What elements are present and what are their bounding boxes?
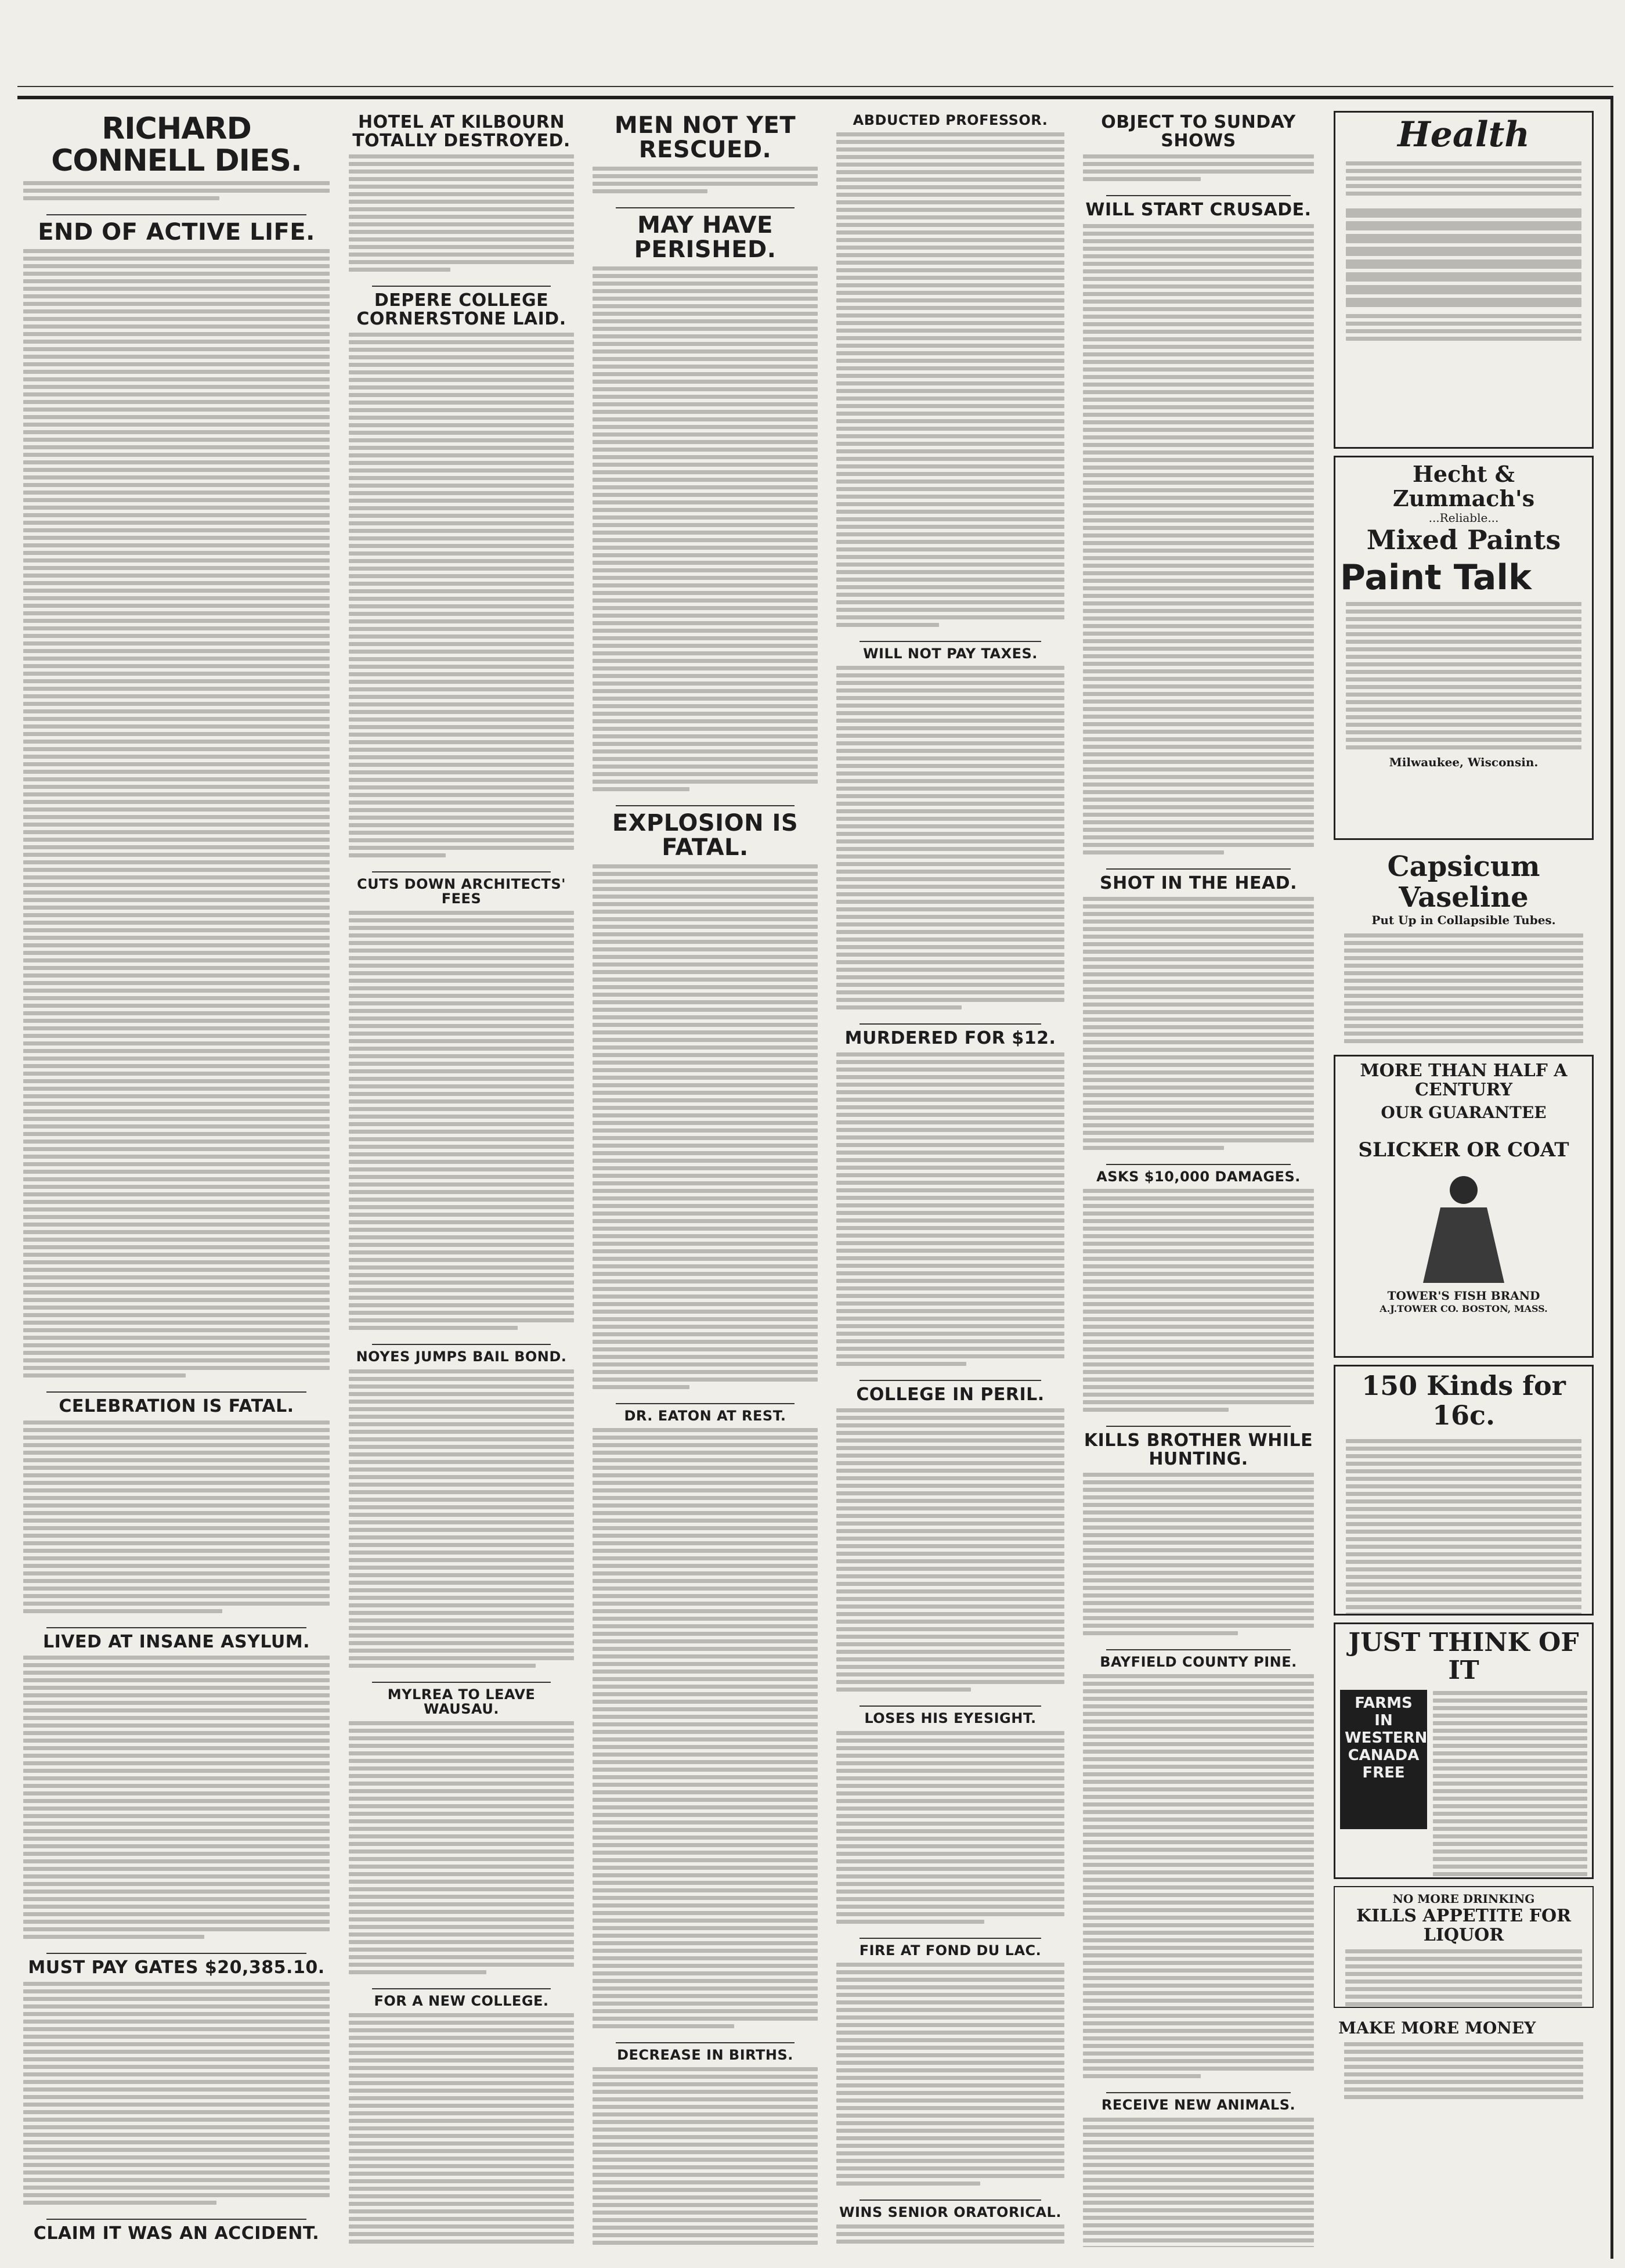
column-3 [589, 111, 821, 2247]
headline: DR. EATON AT REST. [624, 1408, 786, 1424]
article [836, 2200, 1064, 2247]
headline: DECREASE IN BIRTHS. [617, 2047, 793, 2064]
column-2 [345, 111, 577, 2247]
article [23, 1953, 330, 2211]
column-divider [616, 1403, 795, 1404]
column-divider [372, 1682, 551, 1683]
article-body [23, 1654, 330, 1945]
article [1083, 195, 1314, 860]
article [1083, 113, 1314, 187]
article [836, 641, 1064, 1015]
article-body [1083, 2116, 1314, 2247]
article [1083, 2092, 1314, 2247]
article [23, 2219, 330, 2247]
column-divider [860, 1705, 1041, 1707]
column-divider [372, 286, 551, 287]
article-body [836, 2223, 1064, 2247]
headline: ASKS $10,000 DAMAGES. [1096, 1169, 1301, 1185]
headline: NOYES JUMPS BAIL BOND. [356, 1348, 567, 1365]
headline: EXPLOSION IS FATAL. [612, 810, 799, 861]
column-divider [860, 1023, 1041, 1025]
ad-liquor-line1: NO MORE DRINKING [1392, 1892, 1535, 1906]
article-body [593, 165, 818, 199]
column-divider [1106, 1164, 1291, 1165]
masthead-rule [17, 86, 1613, 87]
column-divider [46, 1953, 306, 1954]
ad-canada-headline: JUST THINK OF IT [1348, 1628, 1579, 1686]
column-divider [1106, 195, 1291, 196]
column-divider [616, 207, 795, 208]
article [836, 1380, 1064, 1698]
article-body [593, 1427, 818, 2034]
ad-salzer-seeds [1334, 1365, 1594, 1616]
headline: WILL NOT PAY TAXES. [863, 646, 1038, 662]
article-body [23, 2246, 330, 2247]
headline: LIVED AT INSANE ASYLUM. [43, 1631, 310, 1652]
article-body [1083, 1673, 1314, 2084]
article [1083, 868, 1314, 1156]
article-body [593, 265, 818, 797]
headline: CLAIM IT WAS AN ACCIDENT. [33, 2223, 320, 2244]
ad-paints-city: Milwaukee, Wisconsin. [1389, 755, 1539, 770]
column-5 [1079, 111, 1317, 2247]
article [349, 1988, 574, 2247]
column-divider [860, 641, 1041, 642]
column-4 [833, 111, 1068, 2247]
column-divider [860, 2200, 1041, 2201]
column-divider [372, 1344, 551, 1345]
article-body [23, 248, 330, 1383]
article [349, 113, 574, 277]
article-body [349, 1368, 574, 1674]
article-body [349, 1720, 574, 1980]
article [593, 113, 818, 199]
headline: HOTEL AT KILBOURN TOTALLY DESTROYED. [352, 112, 570, 151]
article [1083, 1426, 1314, 1641]
headline: WILL START CRUSADE. [1085, 200, 1312, 220]
column-divider [46, 1627, 306, 1628]
ad-liquor-headline: KILLS APPETITE FOR LIQUOR [1356, 1906, 1572, 1945]
headline: MEN NOT YET RESCUED. [614, 112, 796, 163]
slicker-man-icon [1406, 1167, 1522, 1283]
article [23, 113, 330, 206]
headline: RICHARD CONNELL DIES. [51, 111, 302, 178]
column-1 [20, 111, 333, 2247]
ad-liquor-cure [1334, 1886, 1594, 2008]
article-body [1083, 153, 1314, 187]
article-body [349, 153, 574, 277]
article-body [593, 863, 818, 1395]
column-divider [1106, 868, 1291, 870]
article [23, 214, 330, 1383]
article-body [836, 1730, 1064, 1930]
article [836, 1938, 1064, 2191]
article-body [349, 331, 574, 863]
headline: FOR A NEW COLLEGE. [374, 1992, 549, 2009]
article [836, 113, 1064, 633]
article-body [836, 1051, 1064, 1372]
column-divider [1106, 1649, 1291, 1650]
ad-paints-product: Mixed Paints [1366, 524, 1561, 556]
ad-capsicum-vaseline [1334, 847, 1594, 1048]
article [349, 286, 574, 863]
headline: CUTS DOWN ARCHITECTS' FEES [357, 876, 566, 907]
headline: BAYFIELD COUNTY PINE. [1100, 1654, 1297, 1671]
ad-money-headline: MAKE MORE MONEY [1338, 2018, 1536, 2038]
article-body [23, 1419, 330, 1619]
article [1083, 1164, 1314, 1418]
headline: LOSES HIS EYESIGHT. [864, 1710, 1037, 1727]
article-body [1083, 1188, 1314, 1418]
headline: OBJECT TO SUNDAY SHOWS [1101, 112, 1296, 151]
column-divider [372, 871, 551, 872]
column-divider [46, 214, 306, 215]
headline: END OF ACTIVE LIFE. [38, 219, 315, 246]
article [593, 805, 818, 1395]
ad-paints-tagline: ...Reliable... [1428, 510, 1499, 525]
article-body [1083, 896, 1314, 1156]
article [836, 1705, 1064, 1929]
column-divider [1106, 1426, 1291, 1427]
headline: MYLREA TO LEAVE WAUSAU. [387, 1686, 536, 1717]
ad-canada-panel: FARMS IN WESTERN CANADA FREE [1340, 1690, 1427, 1829]
article-body [836, 665, 1064, 1015]
ad-tower-maker: A.J.TOWER CO. BOSTON, MASS. [1380, 1303, 1548, 1315]
headline: CELEBRATION IS FATAL. [59, 1396, 294, 1417]
article-body [836, 1407, 1064, 1697]
ad-health [1334, 111, 1594, 449]
headline: RECEIVE NEW ANIMALS. [1101, 2097, 1296, 2114]
article-body [349, 910, 574, 1336]
article-body [23, 180, 330, 206]
ad-tower-product: SLICKER OR COAT [1358, 1138, 1569, 1162]
article [23, 1627, 330, 1945]
article [593, 207, 818, 797]
headline: KILLS BROTHER WHILE HUNTING. [1084, 1430, 1313, 1469]
article-body [23, 1981, 330, 2211]
column-divider [1106, 2092, 1291, 2093]
headline: SHOT IN THE HEAD. [1100, 872, 1297, 893]
column-divider [616, 2042, 795, 2043]
article [593, 2042, 818, 2247]
article [349, 871, 574, 1336]
column-divider [372, 1988, 551, 1989]
article-body [1083, 1472, 1314, 1641]
article-body [1083, 223, 1314, 860]
column-divider [860, 1938, 1041, 1939]
article [593, 1403, 818, 2034]
ad-tower-headline: MORE THAN HALF A CENTURY [1360, 1061, 1568, 1100]
ad-column [1330, 111, 1597, 2247]
column-divider [46, 2219, 306, 2220]
headline: COLLEGE IN PERIL. [856, 1384, 1045, 1405]
column-divider [46, 1391, 306, 1393]
headline: ABDUCTED PROFESSOR. [853, 112, 1048, 128]
ad-make-money [1334, 2015, 1594, 2111]
article [23, 1391, 330, 1619]
ad-western-canada [1334, 1622, 1594, 1879]
article [1083, 1649, 1314, 2084]
headline: MUST PAY GATES $20,385.10. [28, 1957, 325, 1978]
ad-salzer-headline: 150 Kinds for 16c. [1362, 1370, 1566, 1431]
ad-tower-guarantee: OUR GUARANTEE [1381, 1103, 1547, 1122]
ad-tower-fish-brand [1334, 1055, 1594, 1358]
column-divider [860, 1380, 1041, 1381]
newspaper-page [17, 96, 1613, 2259]
ad-vaseline-title: Capsicum Vaseline [1387, 850, 1540, 914]
ad-paints-brand: Hecht & Zummach's [1392, 461, 1535, 511]
ad-health-title: Health [1398, 114, 1530, 155]
article [349, 1344, 574, 1673]
article-body [836, 1961, 1064, 2191]
headline: MAY HAVE PERISHED. [634, 212, 777, 263]
article-body [593, 2066, 818, 2247]
article-body [836, 131, 1064, 633]
article [836, 1023, 1064, 1372]
headline: DEPERE COLLEGE CORNERSTONE LAID. [356, 290, 566, 329]
ad-vaseline-subtitle: Put Up in Collapsible Tubes. [1371, 913, 1556, 927]
article-body [349, 2012, 574, 2247]
article [349, 1682, 574, 1980]
ad-tower-brand: TOWER'S FISH BRAND [1387, 1289, 1540, 1303]
headline: FIRE AT FOND DU LAC. [859, 1942, 1042, 1959]
headline: MURDERED FOR $12. [844, 1028, 1056, 1049]
ad-paints-headline: Paint Talk [1340, 557, 1532, 598]
ad-mixed-paints [1334, 456, 1594, 840]
headline: WINS SENIOR ORATORICAL. [839, 2204, 1061, 2220]
column-divider [616, 805, 795, 806]
